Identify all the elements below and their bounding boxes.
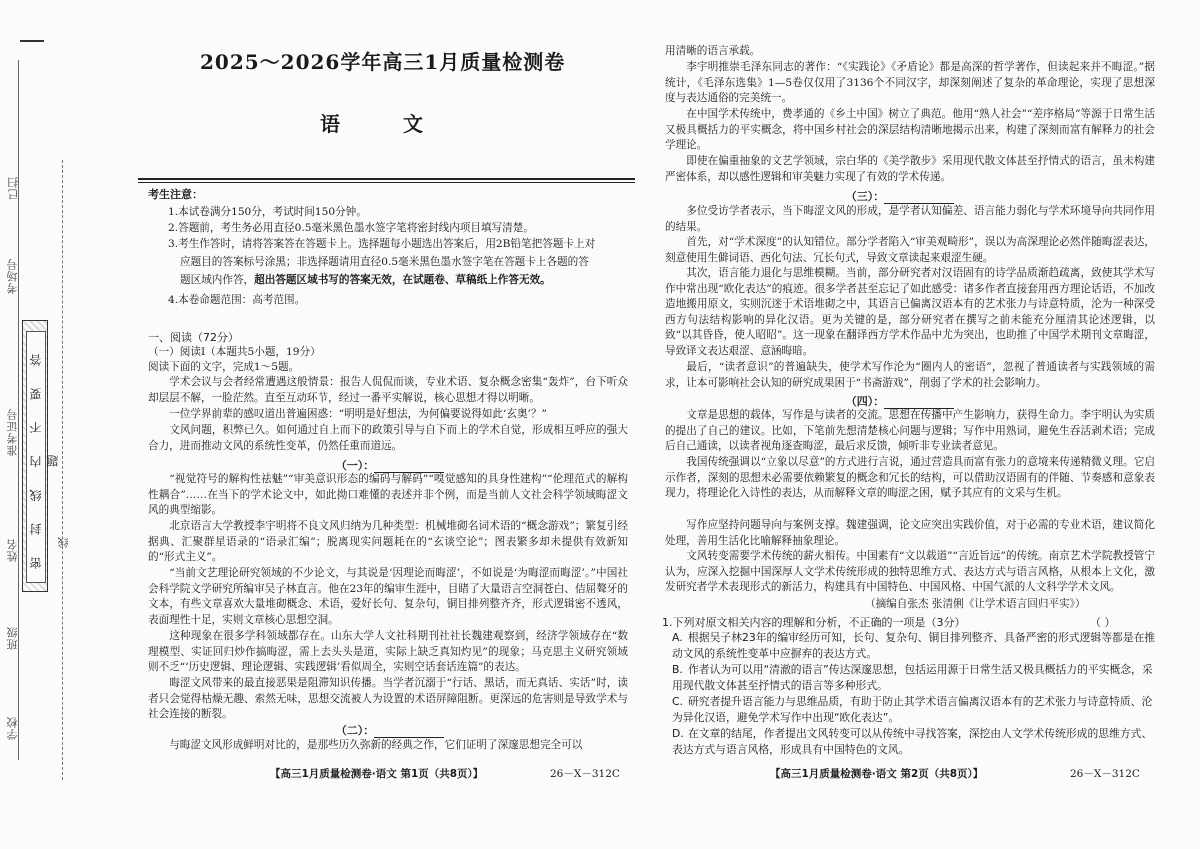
binding-class-label: 班级 [6, 626, 19, 650]
subject-title: 语 文 [320, 112, 451, 136]
section-2-label: （二）： [335, 724, 375, 737]
section-3-label: （三）： [845, 190, 885, 203]
notice-item-1: 1.本试卷满分150分，考试时间150分钟。 [168, 206, 367, 218]
binding-line-mark: 线 [57, 536, 70, 548]
binding-strip [0, 0, 118, 849]
passage-para-8: 晦涩文风带来的最直接恶果是阻滞知识传播。当学者沉溺于“行话、黑话，而无真话、实话”时，读者只会觉得枯燥无趣、索然无味，思想交流被人为设置的术语屏障阻断。更深远的危害则是导致学术与社会连接的断裂。 [148, 677, 628, 721]
notice-item-3c-text: 题区域内作答， [180, 274, 255, 286]
binding-seat-no-label: 考场号 [6, 258, 19, 294]
section-4-heading [830, 393, 970, 409]
binding-exam-no-label: 准考证号 [6, 408, 19, 456]
option-a-label: A. [672, 631, 683, 644]
part-1-heading: 一、阅读（72分） [148, 331, 239, 344]
option-c-label: C. [672, 695, 683, 708]
reading-1-heading: （一）阅读Ⅰ（本题共5小题，19分） [148, 346, 321, 358]
notice-item-4: 4.本卷命题范围：高考范围。 [168, 294, 306, 306]
binding-fill-line [18, 60, 19, 760]
option-d-text: 在文章的结尾，作者提出文风转变可以从传统中寻找答案，深挖由人文学术传统形成的思维方式、表达方式与语言风格，形成具有中国特色的文风。 [672, 727, 1153, 756]
option-b-label: B. [672, 663, 683, 676]
passage-para-5: 北京语言大学教授李宇明将不良文风归纳为几种类型：机械堆砌名词术语的“概念游戏”；繁复引经据典、汇聚群星语录的“语录汇编”；脱离现实问题耗在的“玄谈空论”；图表繁多却未提供有效新知的“形式主义”。 [148, 520, 628, 564]
r-para-4: 即使在偏重抽象的文艺学领域，宗白华的《美学散步》采用现代散文体甚至抒情式的语言，虽未构建严密体系，却以感性逻辑和审美魅力实现了有效的学术传递。 [665, 155, 1155, 183]
seal-box [22, 320, 60, 592]
r-para-6: 首先，对“学术深度”的认知错位。部分学者陷入“审美观畸形”，误以为高深理论必然伴随晦涩表达，刻意使用生僻词语、西化句法、冗长句式，导致文章读起来艰涩生硬。 [665, 236, 1155, 264]
seal-text: 密 封 线 内 不 要 答 题 [26, 331, 46, 583]
notice-heading: 考生注意： [148, 188, 203, 201]
section-2-heading [320, 722, 460, 738]
question-1-option-c [672, 694, 1158, 725]
r-para-10: 我国传统强调以“立象以尽意”的方式进行言说，通过营造具而富有张力的意境来传递精微义理。它启示作者，深刻的思想未必需要依赖繁复的概念和冗长的结构，可以借助汉语固有的伴随、节奏感和意象表现力，将理论化入诗性的表达，从而解释文章的晦涩之困，赋予其应有的文采与生机。 [665, 456, 1155, 500]
article-source: （摘编自张杰 张清俐《让学术语言回归平实》） [865, 598, 1086, 610]
r-para-3: 在中国学术传统中，费孝通的《乡土中国》树立了典范。他用“熟人社会”“差序格局”等源于日常生活又极具概括力的平实概念，将中国乡村社会的深层结构清晰地揭示出来，构建了深刻而富有解释力的社会学理论。 [665, 108, 1155, 152]
r-para-1: 用清晰的语言承载。 [665, 45, 761, 57]
passage-para-6: “当前文艺理论研究领域的不少论文，与其说是‘因理论而晦涩’，不如说是‘为晦涩而晦涩’。”中国社会科学院文学研究所编审吴子林直言。他在23年的编审生涯中，目睹了大量语言空洞苍白、佶屈聱牙的文本，有些文章喜欢大量堆砌概念、术语，爱好长句、复杂句，铜目排列整齐齐，形式逻辑密不透风，表面理性十足，实则文章核心思想空洞。 [148, 567, 628, 626]
binding-room-label: 已扫 [7, 176, 20, 200]
passage-para-9: 与晦涩文风形成鲜明对比的，是那些历久弥新的经典之作，它们证明了深邃思想完全可以 [169, 739, 583, 751]
passage-para-3: 文风问题，积弊已久。如何通过自上而下的政策引导与自下而上的学术自觉，形成相互呼应的强大合力，进而推动文风的系统性变革，仍然任重而道远。 [148, 424, 628, 452]
question-1-option-d [672, 726, 1158, 757]
header-rule-thin [138, 182, 635, 183]
r-para-12: 文风转变需要学术传统的薪火相传。中国素有“文以载道”“言近旨远”的传统。南京艺术学院教授管宁认为，应深入挖掘中国深厚人文学术传统形成的独特思维方式、表达方式与语言风格，从根本上文化，激发研究者学术表现形式的新活力，构建具有中国特色、中国风格、中国气派的人文科学学术文风。 [665, 550, 1155, 594]
option-a-text: 根据吴子林23年的编审经历可知，长句、复杂句、铜目排列整齐、具备严密的形式逻辑等都是在推动文风的系统性变革中应摒弃的表达方式。 [672, 631, 1156, 660]
header-rule [138, 178, 635, 180]
page-2-code: 26－X－312C [1070, 768, 1140, 780]
question-1-option-a [672, 630, 1158, 661]
page-1-code: 26－X－312C [550, 768, 620, 780]
binding-name-label: 姓名 [6, 538, 19, 562]
section-1-label: （一）： [335, 459, 375, 472]
binding-dashed-line [62, 160, 63, 780]
page-2-footer: 【高三1月质量检测卷·语文 第2页（共8页）】 [770, 768, 984, 780]
passage-para-2: 一位学界前辈的感叹道出普遍困惑：“明明是好想法，为何偏要说得如此‘玄奥’？” [169, 408, 547, 420]
binding-corner-mark [20, 40, 44, 42]
notice-item-3b: 应题目的答案标号涂黑；非选择题请用直径0.5毫米黑色墨水签字笔在答题卡上各题的答 [180, 256, 589, 268]
question-1-stem: 1.下列对原文相关内容的理解和分析，不正确的一项是（3分） [662, 616, 966, 629]
page-1-footer: 【高三1月质量检测卷·语文 第1页（共8页）】 [270, 768, 484, 780]
section-1-heading [320, 457, 460, 473]
r-para-2: 李宇明推崇毛泽东同志的著作：“《实践论》《矛盾论》都是高深的哲学著作，但读起来并不晦涩。”据统计，《毛泽东选集》1—5卷仅仅用了3136个不同汉字，却深刻阐述了复杂的革命理论，实现了思想深度与表达通俗的完美统一。 [665, 61, 1155, 105]
exam-title: 2025～2026学年高三1月质量检测卷 [200, 50, 566, 74]
r-para-11: 写作应坚持问题导向与案例支撑。魏建强调，论文应突出实践价值，对于必需的专业术语，建议简化处理，善用生活化比喻解释抽象理论。 [665, 519, 1155, 547]
passage-para-1: 学术会议与会者经常遭遇这般情景：报告人侃侃而谈，专业术语、复杂概念密集“轰炸”，台下听众却层层不解，一脸茫然。直至互动环节，经过一番平实解说，核心思想才得以明晰。 [148, 376, 628, 404]
r-para-9: 文章是思想的载体，写作是与读者的交流。思想在传播中产生影响力，获得生命力。李宇明认为实质的提出了自己的建议。比如，下笔前先想清楚核心问题与逻辑；写作中用熟词，避免生吞活剥术语；完成后自己通读，以读者视角逐查晦涩，最后求反馈，倾听非专业读者意见。 [665, 409, 1155, 453]
notice-bold-warning: 超出答题区域书写的答案无效，在试题卷、草稿纸上作答无效。 [254, 274, 551, 286]
notice-item-2: 2.答题前，考生务必用直径0.5毫米黑色墨水签字笔将密封线内项目填写清楚。 [168, 222, 534, 234]
page-1 [120, 0, 635, 849]
r-para-7: 其次，语言能力退化与思维模糊。当前，部分研究者对汉语固有的诗学品质渐趋疏离，致使其学术写作中常出现“欧化表达”的痕迹。很多学者甚至忘记了如此感受：诸多作者直接套用西方理论话语，不加改造地搬用原文，实则沉迷于术语堆砌之中，其语言已偏离汉语本有的艺术张力与诗意特质，沦为一种深受西方句法结构影响的异化汉语。更为关键的是，部分研究者在撰写之前未能充分厘清其论述逻辑，以致“以其昏昏，使人昭昭”。这一现象在翻译西方学术作品中尤为突出，也助推了中国学术期刊文章晦涩，导致译文表达艰涩、意涵晦暗。 [665, 267, 1155, 357]
r-para-8: 最后，“读者意识”的普遍缺失，使学术写作沦为“圈内人的密语”，忽视了普通读者与实践领域的需求，让本可影响社会认知的研究成果困于“书斋游戏”，削弱了学术的社会影响力。 [665, 361, 1155, 389]
question-1-option-b [672, 662, 1158, 693]
section-3-heading [830, 188, 970, 204]
reading-instruction: 阅读下面的文字，完成1～5题。 [148, 361, 300, 373]
page-2 [650, 0, 1158, 849]
section-4-label: （四）： [845, 395, 885, 408]
option-b-text: 作者认为可以用“清澈的语言”传达深邃思想，包括运用源于日常生活又极具概括力的平实概念，采用现代散文体甚至抒情式的语言等多种形式。 [672, 663, 1153, 692]
option-c-text: 研究者提升语言能力与思维品质，有助于防止其学术语言偏离汉语本有的艺术张力与诗意特质、沦为异化汉语，避免学术写作中出现“欧化表达”。 [672, 695, 1153, 724]
question-1-paren: （ ） [1090, 616, 1116, 629]
option-d-label: D. [672, 727, 684, 740]
notice-item-3c [180, 273, 638, 289]
notice-item-3: 3.考生作答时，请将答案答在答题卡上。选择题每小题选出答案后，用2B铅笔把答题卡上对 [168, 238, 596, 250]
r-para-5: 多位受访学者表示，当下晦涩文风的形成，是学者认知偏差、语言能力弱化与学术环境导向共同作用的结果。 [665, 205, 1155, 233]
binding-school-label: 学校 [6, 716, 19, 740]
passage-para-7: 这种现象在很多学科领域都存在。山东大学人文社科期刊社社长魏建观察到，经济学领域存在“数理模型、实证回归炒作搞晦涩，需上去头头是道，实际上缺乏真知灼见”的现象；马克思主义研究领域则不乏“‘历史逻辑、理论逻辑、实践逻辑’看似周全，实则空话套话连篇”的表达。 [148, 630, 628, 674]
passage-para-4: “视觉符号的解构性祛魅”“审美意识形态的编码与解码”“嗅觉感知的具身性建构”“伦理范式的解构性耦合”……在当下的学术论文中，如此拗口难懂的表述并非个例，而是当前人文社会科学领域晦涩文风的典型缩影。 [148, 473, 628, 517]
